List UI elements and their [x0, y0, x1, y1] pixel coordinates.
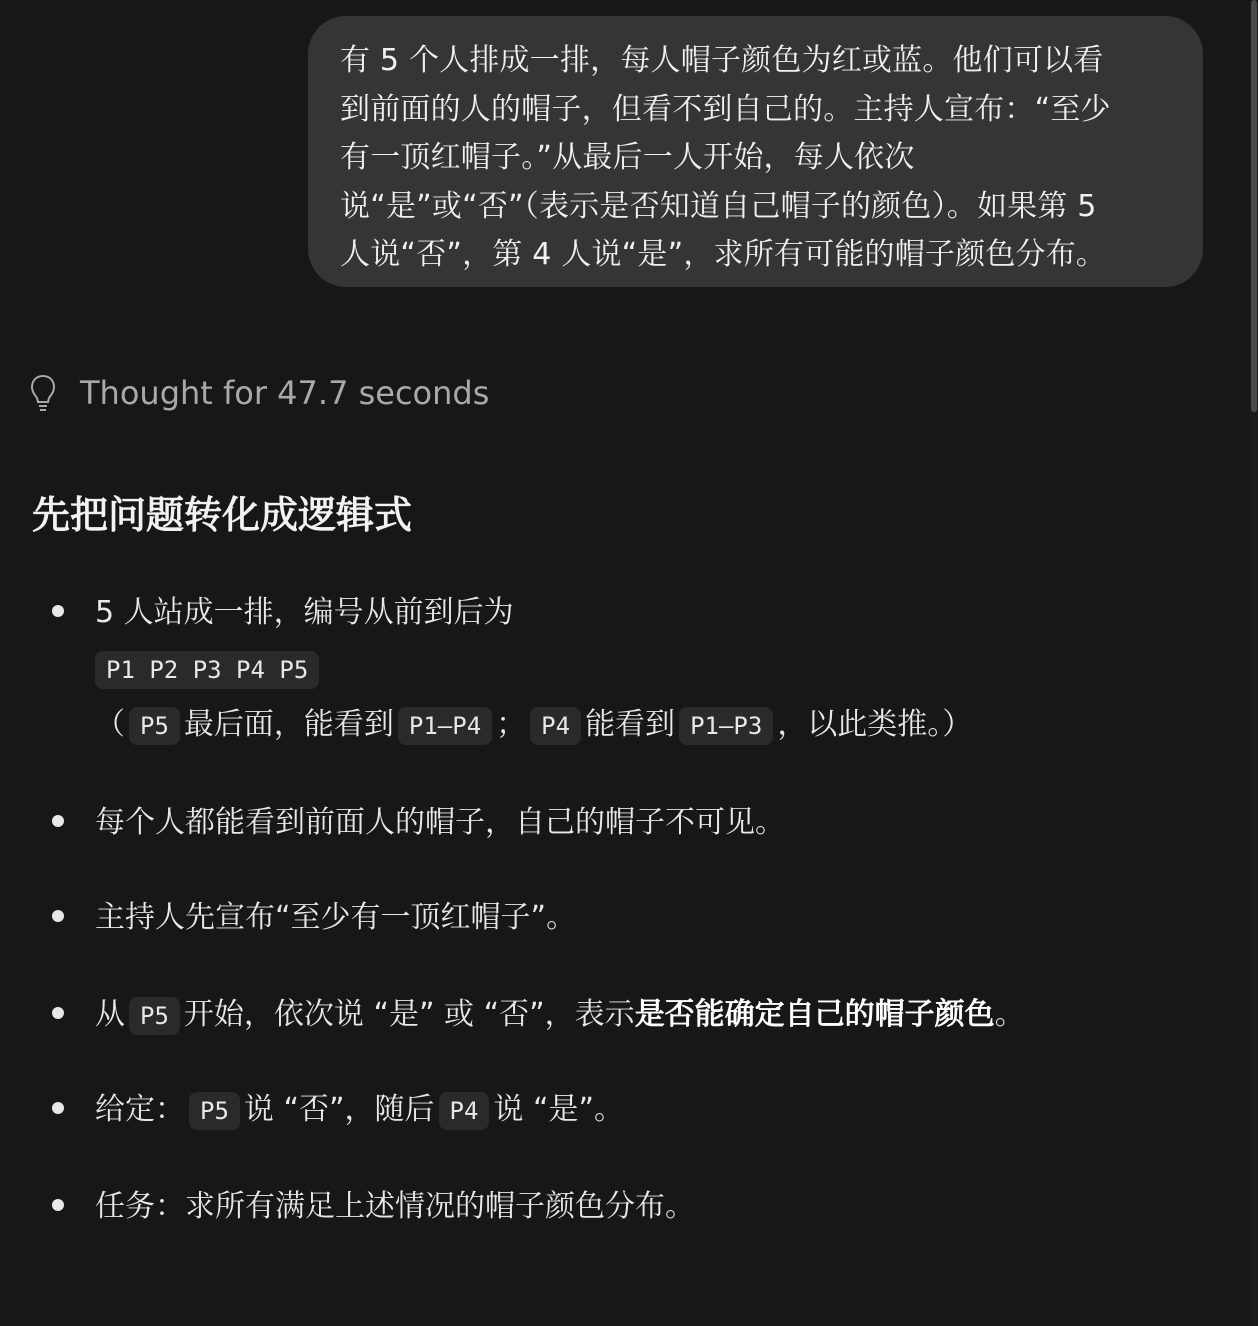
inline-code: P5 — [129, 707, 180, 745]
user-message-bubble — [308, 16, 1203, 287]
bullet-text: 主持人先宣布“至少有一顶红帽子”。 — [95, 900, 577, 935]
user-message-line: 到前面的人的帽子，但看不到自己的。主持人宣布：“至少 — [340, 91, 1111, 127]
list-item — [52, 1179, 695, 1235]
bullet-dot — [52, 1199, 64, 1211]
bullet-dot — [52, 815, 64, 827]
bullet-dot — [52, 910, 64, 922]
scrollbar-track[interactable] — [1250, 0, 1258, 1326]
bullet-dot — [52, 1102, 64, 1114]
user-message-line: 说“是”或“否”（表示是否知道自己帽子的颜色）。如果第 5 — [340, 188, 1097, 224]
list-item — [52, 795, 785, 851]
thought-toggle[interactable] — [28, 370, 489, 416]
bold-text: 是否能确定自己的帽子颜色 — [634, 997, 995, 1032]
user-message-line: 人说“否”，第 4 人说“是”，求所有可能的帽子颜色分布。 — [340, 237, 1107, 272]
user-message-line: 有 5 个人排成一排，每人帽子颜色为红或蓝。他们可以看 — [340, 43, 1104, 78]
bullet-text: 任务：求所有满足上述情况的帽子颜色分布。 — [95, 1189, 695, 1224]
inline-code: P1–P4 — [398, 707, 492, 745]
bullet-dot — [52, 1007, 64, 1019]
list-item — [52, 890, 576, 946]
inline-code: P4 — [439, 1092, 490, 1130]
inline-code: P1–P3 — [679, 707, 773, 745]
paren-open: （ — [95, 707, 125, 742]
bullet-text: 说 “是”。 — [493, 1092, 625, 1127]
bullet-text: 5 人站成一排，编号从前到后为 — [95, 595, 514, 630]
bullet-text: 最后面，能看到 — [183, 707, 394, 742]
inline-code: P5 — [189, 1092, 240, 1130]
lightbulb-icon — [28, 373, 58, 413]
list-item — [52, 1082, 624, 1138]
bullet-text: 从 — [95, 997, 125, 1032]
bullet-text: 开始，依次说 “是” 或 “否”，表示 — [183, 997, 635, 1032]
bullet-line — [95, 987, 1025, 1043]
list-item — [52, 585, 972, 753]
list-item — [52, 987, 1025, 1043]
inline-code: P4 — [530, 707, 581, 745]
inline-code: P1 P2 P3 P4 P5 — [95, 651, 319, 689]
bullet-dot — [52, 605, 64, 617]
bullet-text: 每个人都能看到前面人的帽子，自己的帽子不可见。 — [95, 805, 785, 840]
bullet-text: 说 “否”，随后 — [243, 1092, 435, 1127]
inline-code: P5 — [129, 997, 180, 1035]
separator: ； — [496, 707, 527, 742]
bullet-text: ，以此类推。） — [777, 707, 973, 742]
section-heading: 先把问题转化成逻辑式 — [32, 493, 413, 537]
bullet-code-line — [95, 641, 972, 697]
thought-label: Thought for 47.7 seconds — [80, 374, 490, 412]
bullet-text: 。 — [994, 997, 1025, 1032]
bullet-text: 给定： — [95, 1092, 185, 1127]
bullet-line — [95, 1082, 624, 1138]
bullet-paren-line — [95, 697, 972, 753]
scrollbar-thumb[interactable] — [1251, 0, 1257, 412]
bullet-text: 能看到 — [585, 707, 676, 742]
user-message-line: 有一顶红帽子。”从最后一人开始，每人依次 — [340, 140, 915, 175]
